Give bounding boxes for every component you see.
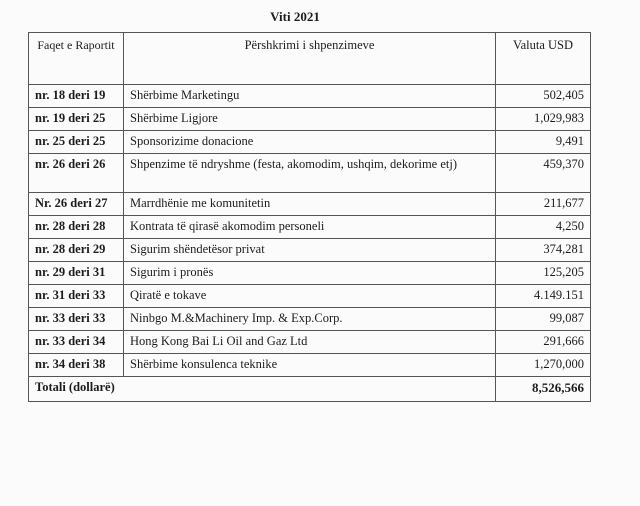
table-row (29, 354, 591, 377)
row-description: Hong Kong Bai Li Oil and Gaz Ltd (124, 331, 496, 354)
table-row (29, 331, 591, 354)
row-description: Shërbime Marketingu (124, 85, 496, 108)
table-row (29, 239, 591, 262)
table-row (29, 216, 591, 239)
row-pages: nr. 31 deri 33 (29, 285, 124, 308)
header-description: Përshkrimi i shpenzimeve (124, 33, 496, 85)
row-amount: 9,491 (496, 131, 591, 154)
row-pages: nr. 19 deri 25 (29, 108, 124, 131)
table-row (29, 108, 591, 131)
row-pages: nr. 34 deri 38 (29, 354, 124, 377)
row-amount: 374,281 (496, 239, 591, 262)
table-row (29, 154, 591, 193)
row-pages: nr. 26 deri 26 (29, 154, 124, 193)
row-amount: 291,666 (496, 331, 591, 354)
table-row (29, 308, 591, 331)
header-pages: Faqet e Raportit (29, 33, 124, 85)
row-description: Qiratë e tokave (124, 285, 496, 308)
row-description: Shërbime konsulenca teknike (124, 354, 496, 377)
row-description: Ninbgo M.&Machinery Imp. & Exp.Corp. (124, 308, 496, 331)
total-row (29, 377, 591, 402)
table-row (29, 285, 591, 308)
row-pages: nr. 18 deri 19 (29, 85, 124, 108)
row-description: Marrdhënie me komunitetin (124, 193, 496, 216)
row-description: Kontrata të qirasë akomodim personeli (124, 216, 496, 239)
header-value: Valuta USD (496, 33, 591, 85)
table-row (29, 131, 591, 154)
row-amount: 1,029,983 (496, 108, 591, 131)
expenses-table (28, 32, 591, 402)
row-amount: 4,250 (496, 216, 591, 239)
row-description: Sponsorizime donacione (124, 131, 496, 154)
row-pages: nr. 33 deri 33 (29, 308, 124, 331)
row-pages: nr. 29 deri 31 (29, 262, 124, 285)
row-amount: 502,405 (496, 85, 591, 108)
row-description: Shpenzime të ndryshme (festa, akomodim, ushqim, dekorime etj) (124, 154, 496, 193)
table-row (29, 85, 591, 108)
row-pages: nr. 28 deri 29 (29, 239, 124, 262)
row-amount: 125,205 (496, 262, 591, 285)
table-row (29, 193, 591, 216)
total-label: Totali (dollarë) (29, 377, 496, 402)
row-amount: 1,270,000 (496, 354, 591, 377)
total-amount: 8,526,566 (496, 377, 591, 402)
table-header-row (29, 33, 591, 85)
table-row (29, 262, 591, 285)
row-amount: 211,677 (496, 193, 591, 216)
row-pages: nr. 25 deri 25 (29, 131, 124, 154)
row-description: Sigurim i pronës (124, 262, 496, 285)
row-amount: 459,370 (496, 154, 591, 193)
row-description: Sigurim shëndetësor privat (124, 239, 496, 262)
row-pages: Nr. 26 deri 27 (29, 193, 124, 216)
row-pages: nr. 33 deri 34 (29, 331, 124, 354)
row-amount: 99,087 (496, 308, 591, 331)
row-amount: 4.149.151 (496, 285, 591, 308)
document-title: Viti 2021 (270, 9, 320, 24)
row-pages: nr. 28 deri 28 (29, 216, 124, 239)
row-description: Shërbime Ligjore (124, 108, 496, 131)
